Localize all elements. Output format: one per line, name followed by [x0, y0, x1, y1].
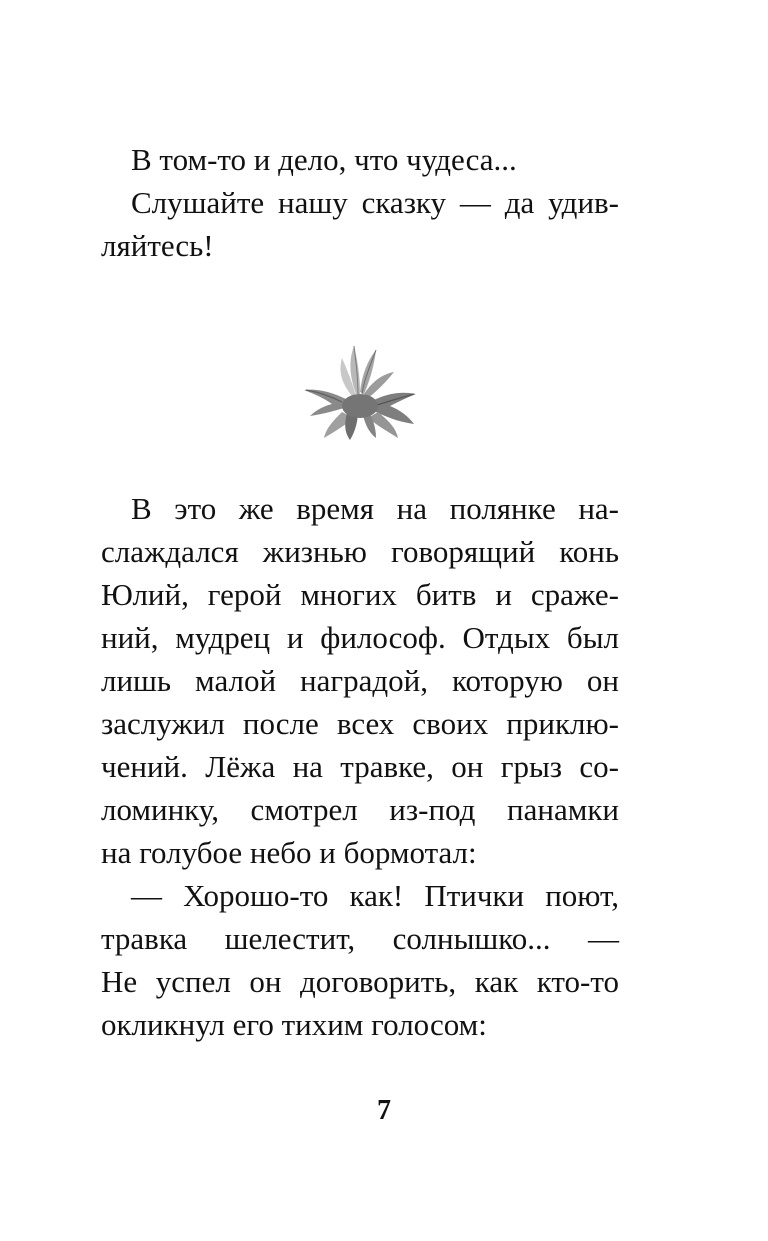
text-line: Не успел он договорить, как кто-то	[101, 964, 619, 999]
text-line: травка шелестит, солнышко... —	[101, 921, 619, 956]
text-line: ляйтесь!	[101, 228, 214, 263]
text-line: Слушайте нашу сказку — да удив-	[131, 185, 619, 220]
text-line: В это же время на полянке на-	[131, 491, 619, 526]
text-line: слаждался жизнью говорящий конь	[101, 534, 619, 569]
text-line: заслужил после всех своих приклю-	[101, 706, 619, 741]
text-line: окликнул его тихим голосом:	[101, 1007, 487, 1042]
leafy-plant-ornament-icon	[298, 332, 422, 442]
text-line: Юлий, герой многих битв и сраже-	[101, 577, 619, 612]
text-line: ний, мудрец и философ. Отдых был	[101, 620, 619, 655]
text-line: — Хорошо-то как! Птички поют,	[131, 878, 619, 913]
text-line: чений. Лёжа на травке, он грыз со-	[101, 749, 619, 784]
page-number: 7	[377, 1095, 391, 1126]
text-line: В том-то и дело, что чудеса...	[131, 142, 517, 177]
text-line: ломинку, смотрел из-под панамки	[101, 792, 619, 827]
text-line: на голубое небо и бормотал:	[101, 835, 477, 870]
text-line: лишь малой наградой, которую он	[101, 663, 619, 698]
